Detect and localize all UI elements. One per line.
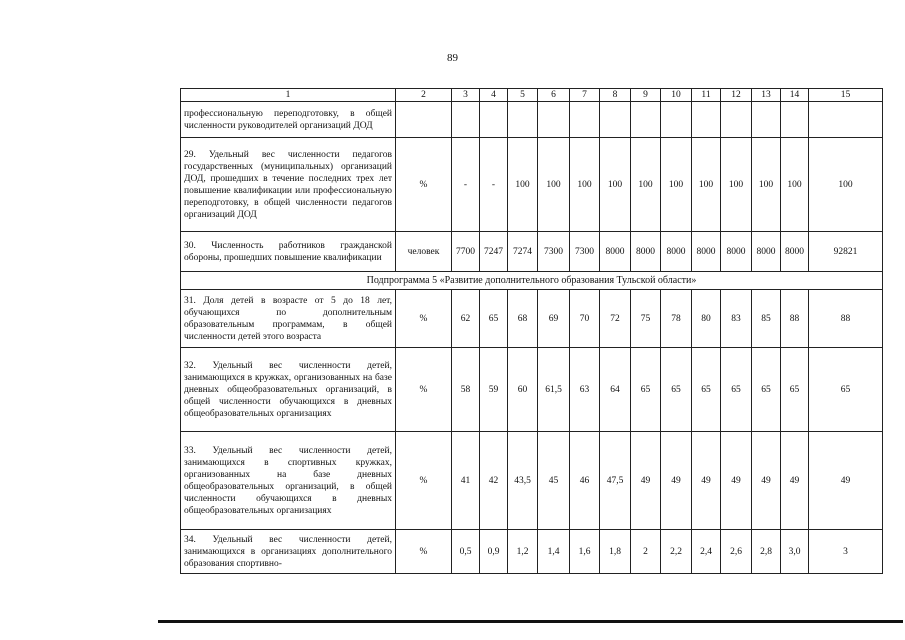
value-cell: - — [452, 138, 480, 232]
column-header-1: 1 — [181, 89, 396, 102]
indicator-name: 34. Удельный вес численности детей, занимающихся в организациях дополнительного образования спортивно- — [181, 530, 396, 574]
column-header-3: 3 — [452, 89, 480, 102]
bottom-rule — [158, 620, 903, 623]
value-cell: 8000 — [631, 232, 661, 272]
indicator-name: 29. Удельный вес численности педагогов государственных (муниципальных) организаций ДОД, прошедших в течение последних трех лет повышение квалификации или профессиональную переподготовку, в общей численности педагогов организаций ДОД — [181, 138, 396, 232]
value-cell: 88 — [781, 290, 809, 348]
value-cell: 65 — [721, 348, 752, 432]
value-cell: 100 — [752, 138, 781, 232]
value-cell: 41 — [452, 432, 480, 530]
value-cell: 100 — [721, 138, 752, 232]
value-cell: 100 — [631, 138, 661, 232]
value-cell: 49 — [809, 432, 883, 530]
subprogram-title: Подпрограмма 5 «Развитие дополнительного образования Тульской области» — [181, 272, 883, 290]
value-cell: 2 — [631, 530, 661, 574]
column-header-12: 12 — [721, 89, 752, 102]
column-header-14: 14 — [781, 89, 809, 102]
value-cell: 65 — [781, 348, 809, 432]
value-cell: 7700 — [452, 232, 480, 272]
value-cell: 2,8 — [752, 530, 781, 574]
value-cell: 92821 — [809, 232, 883, 272]
column-header-13: 13 — [752, 89, 781, 102]
value-cell: 7274 — [508, 232, 538, 272]
value-cell: 100 — [600, 138, 631, 232]
value-cell: 65 — [631, 348, 661, 432]
value-cell — [721, 102, 752, 138]
value-cell: 1,4 — [538, 530, 570, 574]
value-cell: 8000 — [692, 232, 721, 272]
value-cell: 0,9 — [480, 530, 508, 574]
value-cell: 80 — [692, 290, 721, 348]
value-cell: 100 — [692, 138, 721, 232]
unit-cell: человек — [396, 232, 452, 272]
table-row — [181, 348, 883, 432]
value-cell: 65 — [692, 348, 721, 432]
value-cell: 63 — [570, 348, 600, 432]
value-cell: 1,6 — [570, 530, 600, 574]
value-cell: 65 — [661, 348, 692, 432]
unit-cell — [396, 102, 452, 138]
value-cell: 8000 — [661, 232, 692, 272]
value-cell: 65 — [809, 348, 883, 432]
value-cell: 83 — [721, 290, 752, 348]
value-cell: 49 — [631, 432, 661, 530]
value-cell — [570, 102, 600, 138]
value-cell: 75 — [631, 290, 661, 348]
value-cell — [661, 102, 692, 138]
value-cell — [600, 102, 631, 138]
value-cell: 7300 — [570, 232, 600, 272]
value-cell: 7300 — [538, 232, 570, 272]
table-row — [181, 138, 883, 232]
page-number: 89 — [447, 52, 458, 64]
column-header-4: 4 — [480, 89, 508, 102]
value-cell: 42 — [480, 432, 508, 530]
table-header-row — [181, 89, 883, 102]
value-cell — [781, 102, 809, 138]
unit-cell: % — [396, 348, 452, 432]
unit-cell: % — [396, 530, 452, 574]
column-header-9: 9 — [631, 89, 661, 102]
value-cell — [538, 102, 570, 138]
value-cell: 70 — [570, 290, 600, 348]
value-cell: 69 — [538, 290, 570, 348]
value-cell: 49 — [752, 432, 781, 530]
value-cell: 65 — [480, 290, 508, 348]
column-header-10: 10 — [661, 89, 692, 102]
value-cell: - — [480, 138, 508, 232]
value-cell: 1,2 — [508, 530, 538, 574]
value-cell: 46 — [570, 432, 600, 530]
unit-cell: % — [396, 290, 452, 348]
column-header-15: 15 — [809, 89, 883, 102]
column-header-6: 6 — [538, 89, 570, 102]
value-cell: 2,4 — [692, 530, 721, 574]
value-cell: 49 — [721, 432, 752, 530]
value-cell: 64 — [600, 348, 631, 432]
value-cell: 1,8 — [600, 530, 631, 574]
value-cell: 61,5 — [538, 348, 570, 432]
column-header-7: 7 — [570, 89, 600, 102]
value-cell: 58 — [452, 348, 480, 432]
indicator-name: 30. Численность работников гражданской обороны, прошедших повышение квалификации — [181, 232, 396, 272]
table-row — [181, 232, 883, 272]
subprogram-row — [181, 272, 883, 290]
table-row — [181, 432, 883, 530]
indicator-name: профессиональную переподготовку, в общей численности руководителей организаций ДОД — [181, 102, 396, 138]
value-cell: 59 — [480, 348, 508, 432]
value-cell: 49 — [661, 432, 692, 530]
value-cell — [692, 102, 721, 138]
column-header-8: 8 — [600, 89, 631, 102]
column-header-11: 11 — [692, 89, 721, 102]
value-cell: 100 — [661, 138, 692, 232]
value-cell: 100 — [508, 138, 538, 232]
value-cell: 0,5 — [452, 530, 480, 574]
table-row — [181, 290, 883, 348]
value-cell — [809, 102, 883, 138]
indicator-table — [180, 88, 883, 574]
value-cell: 100 — [781, 138, 809, 232]
indicator-name: 33. Удельный вес численности детей, занимающихся в спортивных кружках, организованных на базе дневных общеобразовательных организаций, в общей численности обучающихся в дневных общеобразовательных организациях — [181, 432, 396, 530]
value-cell: 60 — [508, 348, 538, 432]
value-cell: 68 — [508, 290, 538, 348]
value-cell: 49 — [781, 432, 809, 530]
indicator-name: 32. Удельный вес численности детей, занимающихся в кружках, организованных на базе дневных общеобразовательных организаций, в общей численности обучающихся в дневных общеобразовательных организациях — [181, 348, 396, 432]
value-cell — [752, 102, 781, 138]
value-cell: 3,0 — [781, 530, 809, 574]
value-cell — [480, 102, 508, 138]
value-cell: 2,2 — [661, 530, 692, 574]
value-cell: 100 — [570, 138, 600, 232]
value-cell: 45 — [538, 432, 570, 530]
value-cell: 72 — [600, 290, 631, 348]
column-header-5: 5 — [508, 89, 538, 102]
value-cell: 65 — [752, 348, 781, 432]
value-cell: 88 — [809, 290, 883, 348]
value-cell: 85 — [752, 290, 781, 348]
value-cell: 49 — [692, 432, 721, 530]
unit-cell: % — [396, 432, 452, 530]
table-row — [181, 102, 883, 138]
unit-cell: % — [396, 138, 452, 232]
value-cell: 2,6 — [721, 530, 752, 574]
column-header-2: 2 — [396, 89, 452, 102]
value-cell — [508, 102, 538, 138]
value-cell: 100 — [538, 138, 570, 232]
value-cell: 8000 — [721, 232, 752, 272]
value-cell: 100 — [809, 138, 883, 232]
value-cell: 7247 — [480, 232, 508, 272]
value-cell: 8000 — [752, 232, 781, 272]
value-cell: 8000 — [600, 232, 631, 272]
value-cell: 3 — [809, 530, 883, 574]
indicator-name: 31. Доля детей в возрасте от 5 до 18 лет, обучающихся по дополнительным образовательным программам, в общей численности детей этого возраста — [181, 290, 396, 348]
value-cell: 78 — [661, 290, 692, 348]
value-cell: 43,5 — [508, 432, 538, 530]
table-row — [181, 530, 883, 574]
value-cell — [631, 102, 661, 138]
value-cell: 62 — [452, 290, 480, 348]
value-cell: 47,5 — [600, 432, 631, 530]
value-cell: 8000 — [781, 232, 809, 272]
value-cell — [452, 102, 480, 138]
